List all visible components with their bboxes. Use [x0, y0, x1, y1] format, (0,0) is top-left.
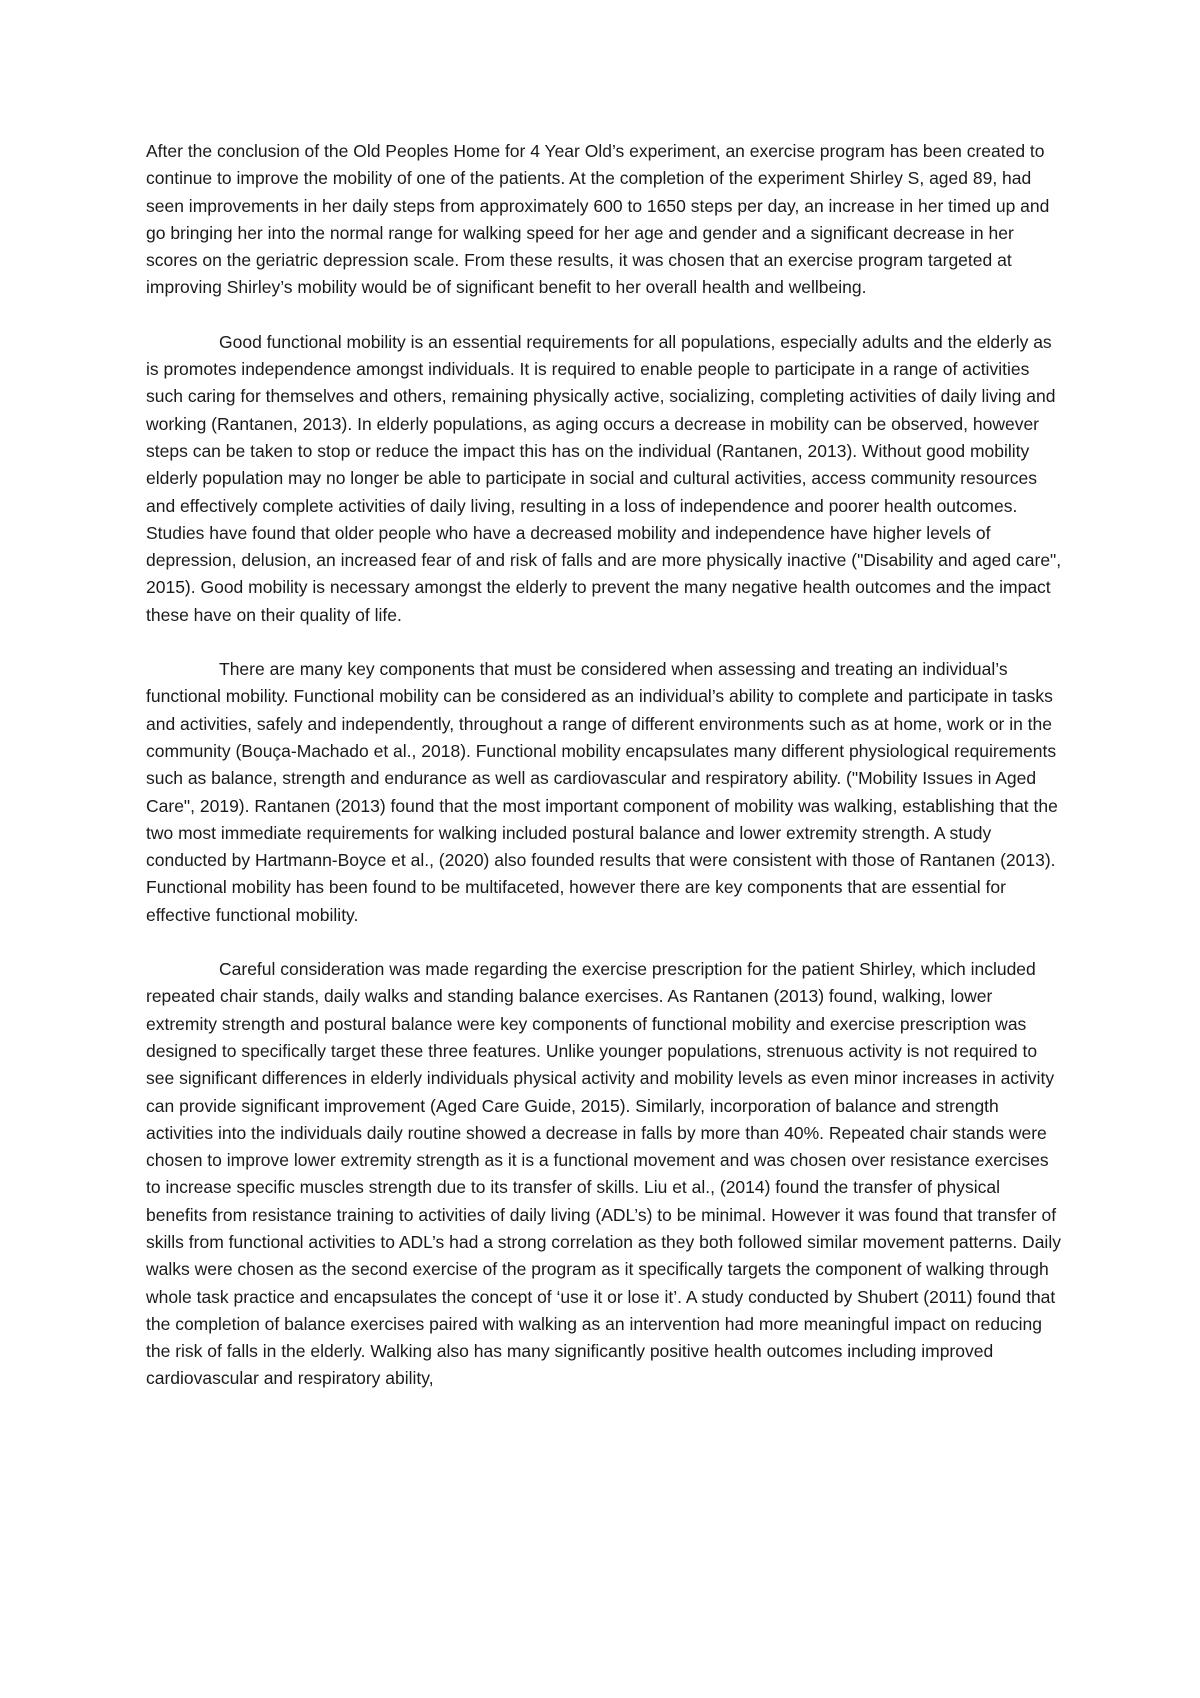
- paragraph-key-components: There are many key components that must be considered when assessing and treating an individual’s functional mobility. Functional mobility can be considered as an individual’s ability to complete and participate in tasks and activities, safely and independently, throughout a range of different environments such as at home, work or in the community (Bouça-Machado et al., 2018). Functional mobility encapsulates many different physiological requirements such as balance, strength and endurance as well as cardiovascular and respiratory ability. ("Mobility Issues in Aged Care", 2019). Rantanen (2013) found that the most important component of mobility was walking, establishing that the two most immediate requirements for walking included postural balance and lower extremity strength. A study conducted by Hartmann-Boyce et al., (2020) also founded results that were consistent with those of Rantanen (2013). Functional mobility has been found to be multifaceted, however there are key components that are essential for effective functional mobility.: [146, 659, 1058, 925]
- paragraph-exercise-prescription: Careful consideration was made regarding the exercise prescription for the patient Shirley, which included repeated chair stands, daily walks and standing balance exercises. As Rantanen (2013) found, walking, lower extremity strength and postural balance were key components of functional mobility and exercise prescription was designed to specifically target these three features. Unlike younger populations, strenuous activity is not required to see significant differences in elderly individuals physical activity and mobility levels as even minor increases in activity can provide significant improvement (Aged Care Guide, 2015). Similarly, incorporation of balance and strength activities into the individuals daily routine showed a decrease in falls by more than 40%. Repeated chair stands were chosen to improve lower extremity strength as it is a functional movement and was chosen over resistance exercises to increase specific muscles strength due to its transfer of skills. Liu et al., (2014) found the transfer of physical benefits from resistance training to activities of daily living (ADL’s) to be minimal. However it was found that transfer of skills from functional activities to ADL’s had a strong correlation as they both followed similar movement patterns. Daily walks were chosen as the second exercise of the program as it specifically targets the component of walking through whole task practice and encapsulates the concept of ‘use it or lose it’. A study conducted by Shubert (2011) found that the completion of balance exercises paired with walking as an intervention had more meaningful impact on reducing the risk of falls in the elderly. Walking also has many significantly positive health outcomes including improved cardiovascular and respiratory ability,: [146, 959, 1061, 1389]
- document-body: [146, 138, 1066, 1420]
- paragraph-intro: After the conclusion of the Old Peoples Home for 4 Year Old’s experiment, an exercise program has been created to continue to improve the mobility of one of the patients. At the completion of the experiment Shirley S, aged 89, had seen improvements in her daily steps from approximately 600 to 1650 steps per day, an increase in her timed up and go bringing her into the normal range for walking speed for her age and gender and a significant decrease in her scores on the geriatric depression scale. From these results, it was chosen that an exercise program targeted at improving Shirley’s mobility would be of significant benefit to her overall health and wellbeing.: [146, 141, 1050, 298]
- paragraph-functional-mobility: Good functional mobility is an essential requirements for all populations, especially adults and the elderly as is promotes independence amongst individuals. It is required to enable people to participate in a range of activities such caring for themselves and others, remaining physically active, socializing, completing activities of daily living and working (Rantanen, 2013). In elderly populations, as aging occurs a decrease in mobility can be observed, however steps can be taken to stop or reduce the impact this has on the individual (Rantanen, 2013). Without good mobility elderly population may no longer be able to participate in social and cultural activities, access community resources and effectively complete activities of daily living, resulting in a loss of independence and poorer health outcomes. Studies have found that older people who have a decreased mobility and independence have higher levels of depression, delusion, an increased fear of and risk of falls and are more physically inactive ("Disability and aged care", 2015). Good mobility is necessary amongst the elderly to prevent the many negative health outcomes and the impact these have on their quality of life.: [146, 331, 1062, 625]
